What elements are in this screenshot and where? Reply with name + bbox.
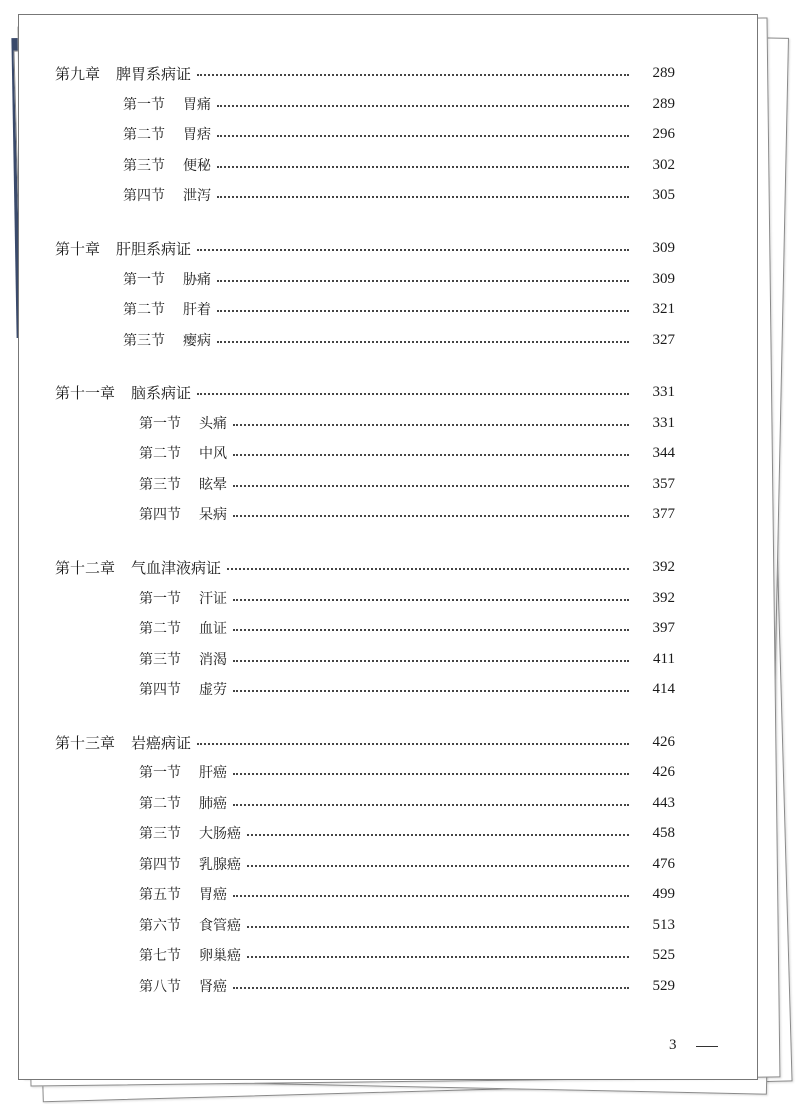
section-title: 胃痞 <box>183 127 211 143</box>
dot-leader <box>217 310 629 312</box>
toc-page-number: 499 <box>652 885 675 902</box>
dot-leader <box>233 804 629 806</box>
toc-section-entry[interactable] <box>19 914 757 936</box>
toc-section-entry[interactable] <box>19 975 757 997</box>
section-title: 呆病 <box>199 507 227 523</box>
dot-leader <box>233 660 629 662</box>
dot-leader <box>247 865 629 867</box>
toc-section-entry[interactable] <box>19 154 757 176</box>
toc-section-entry[interactable] <box>19 853 757 875</box>
toc-page-number: 331 <box>652 414 675 431</box>
dot-leader <box>247 926 629 928</box>
dot-leader <box>247 956 629 958</box>
dot-leader <box>217 341 629 343</box>
section-number: 第二节 <box>123 302 165 318</box>
toc-section-entry[interactable] <box>19 329 757 351</box>
toc-page-number: 529 <box>652 977 675 994</box>
dot-leader <box>233 773 629 775</box>
toc-section-entry[interactable] <box>19 587 757 609</box>
section-title: 虚劳 <box>199 682 227 698</box>
section-title: 乳腺癌 <box>199 857 241 873</box>
dot-leader <box>197 249 629 251</box>
section-title: 瘿病 <box>183 333 211 349</box>
toc-page-number: 302 <box>652 156 675 173</box>
toc-page-number: 426 <box>652 733 675 750</box>
section-number: 第一节 <box>139 591 181 607</box>
section-number: 第三节 <box>139 477 181 493</box>
toc-section-entry[interactable] <box>19 883 757 905</box>
section-number: 第二节 <box>139 446 181 462</box>
toc-section-entry[interactable] <box>19 268 757 290</box>
section-title: 卵巢癌 <box>199 948 241 964</box>
dot-leader <box>233 599 629 601</box>
toc-page-number: 309 <box>652 239 675 256</box>
chapter-number: 第十二章 <box>55 558 116 577</box>
toc-page-number: 443 <box>652 794 675 811</box>
section-number: 第一节 <box>139 416 181 432</box>
toc-page-number: 392 <box>652 589 675 606</box>
chapter-number: 第十一章 <box>55 383 116 402</box>
section-title: 中风 <box>199 446 227 462</box>
section-title: 大肠癌 <box>199 826 241 842</box>
section-number: 第四节 <box>139 507 181 523</box>
section-number: 第二节 <box>123 127 165 143</box>
dot-leader <box>233 895 629 897</box>
section-title: 肝着 <box>183 302 211 318</box>
section-title: 胃癌 <box>199 887 227 903</box>
section-title: 食管癌 <box>199 918 241 934</box>
toc-page-number: 513 <box>652 916 675 933</box>
section-title: 血证 <box>199 621 227 637</box>
dot-leader <box>197 743 629 745</box>
section-title: 肺癌 <box>199 796 227 812</box>
toc-section-entry[interactable] <box>19 184 757 206</box>
toc-page-number: 414 <box>652 680 675 697</box>
toc-page-number: 525 <box>652 946 675 963</box>
dot-leader <box>217 196 629 198</box>
section-number: 第五节 <box>139 887 181 903</box>
toc-section-entry[interactable] <box>19 617 757 639</box>
dot-leader <box>197 74 629 76</box>
section-number: 第四节 <box>139 857 181 873</box>
chapter-title: 岩癌病证 <box>131 733 192 752</box>
toc-page-number: 344 <box>652 444 675 461</box>
section-title: 胃痛 <box>183 97 211 113</box>
section-title: 消渴 <box>199 652 227 668</box>
dot-leader <box>233 987 629 989</box>
toc-page-number: 296 <box>652 125 675 142</box>
toc-page-number: 309 <box>652 270 675 287</box>
toc-chapter-entry[interactable] <box>19 381 757 403</box>
section-number: 第七节 <box>139 948 181 964</box>
dot-leader <box>233 690 629 692</box>
dot-leader <box>233 629 629 631</box>
toc-chapter-entry[interactable] <box>19 237 757 259</box>
section-number: 第三节 <box>139 826 181 842</box>
toc-page-number: 426 <box>652 763 675 780</box>
toc-section-entry[interactable] <box>19 473 757 495</box>
toc-section-entry[interactable] <box>19 944 757 966</box>
toc-page-number: 458 <box>652 824 675 841</box>
toc-page-number: 476 <box>652 855 675 872</box>
section-number: 第六节 <box>139 918 181 934</box>
section-title: 头痛 <box>199 416 227 432</box>
toc-page-number: 411 <box>653 650 675 667</box>
section-title: 肾癌 <box>199 979 227 995</box>
dot-leader <box>217 135 629 137</box>
toc-section-entry[interactable] <box>19 792 757 814</box>
chapter-title: 气血津液病证 <box>131 558 222 577</box>
dot-leader <box>217 166 629 168</box>
toc-page-number: 377 <box>652 505 675 522</box>
section-number: 第三节 <box>123 333 165 349</box>
section-number: 第二节 <box>139 796 181 812</box>
section-number: 第四节 <box>139 682 181 698</box>
section-number: 第三节 <box>123 158 165 174</box>
section-title: 肝癌 <box>199 765 227 781</box>
footer-rule <box>696 1046 718 1047</box>
toc-page-number: 289 <box>652 64 675 81</box>
section-number: 第一节 <box>139 765 181 781</box>
toc-page-number: 397 <box>652 619 675 636</box>
section-title: 汗证 <box>199 591 227 607</box>
toc-section-entry[interactable] <box>19 822 757 844</box>
toc-section-entry[interactable] <box>19 412 757 434</box>
toc-chapter-entry[interactable] <box>19 731 757 753</box>
dot-leader <box>217 105 629 107</box>
dot-leader <box>217 280 629 282</box>
toc-section-entry[interactable] <box>19 678 757 700</box>
toc-page-number: 305 <box>652 186 675 203</box>
section-number: 第八节 <box>139 979 181 995</box>
toc-section-entry[interactable] <box>19 298 757 320</box>
dot-leader <box>233 485 629 487</box>
toc-page <box>18 14 758 1080</box>
page-number: 3 <box>669 1037 677 1053</box>
toc-section-entry[interactable] <box>19 648 757 670</box>
toc-section-entry[interactable] <box>19 503 757 525</box>
dot-leader <box>233 424 629 426</box>
chapter-number: 第九章 <box>55 64 101 83</box>
toc-page-number: 392 <box>652 558 675 575</box>
chapter-title: 脾胃系病证 <box>116 64 192 83</box>
toc-section-entry[interactable] <box>19 123 757 145</box>
section-number: 第四节 <box>123 188 165 204</box>
dot-leader <box>233 515 629 517</box>
toc-section-entry[interactable] <box>19 442 757 464</box>
section-title: 泄泻 <box>183 188 211 204</box>
toc-chapter-entry[interactable] <box>19 556 757 578</box>
dot-leader <box>247 834 629 836</box>
dot-leader <box>197 393 629 395</box>
section-number: 第一节 <box>123 272 165 288</box>
toc-chapter-entry[interactable] <box>19 62 757 84</box>
toc-page-number: 321 <box>652 300 675 317</box>
chapter-title: 脑系病证 <box>131 383 192 402</box>
dot-leader <box>227 568 629 570</box>
dot-leader <box>233 454 629 456</box>
chapter-title: 肝胆系病证 <box>116 239 192 258</box>
section-number: 第三节 <box>139 652 181 668</box>
toc-section-entry[interactable] <box>19 761 757 783</box>
chapter-number: 第十章 <box>55 239 101 258</box>
section-title: 胁痛 <box>183 272 211 288</box>
toc-section-entry[interactable] <box>19 93 757 115</box>
section-title: 眩晕 <box>199 477 227 493</box>
toc-page-number: 327 <box>652 331 675 348</box>
toc-page-number: 357 <box>652 475 675 492</box>
section-number: 第一节 <box>123 97 165 113</box>
toc-page-number: 289 <box>652 95 675 112</box>
chapter-number: 第十三章 <box>55 733 116 752</box>
toc-page-number: 331 <box>652 383 675 400</box>
section-number: 第二节 <box>139 621 181 637</box>
section-title: 便秘 <box>183 158 211 174</box>
